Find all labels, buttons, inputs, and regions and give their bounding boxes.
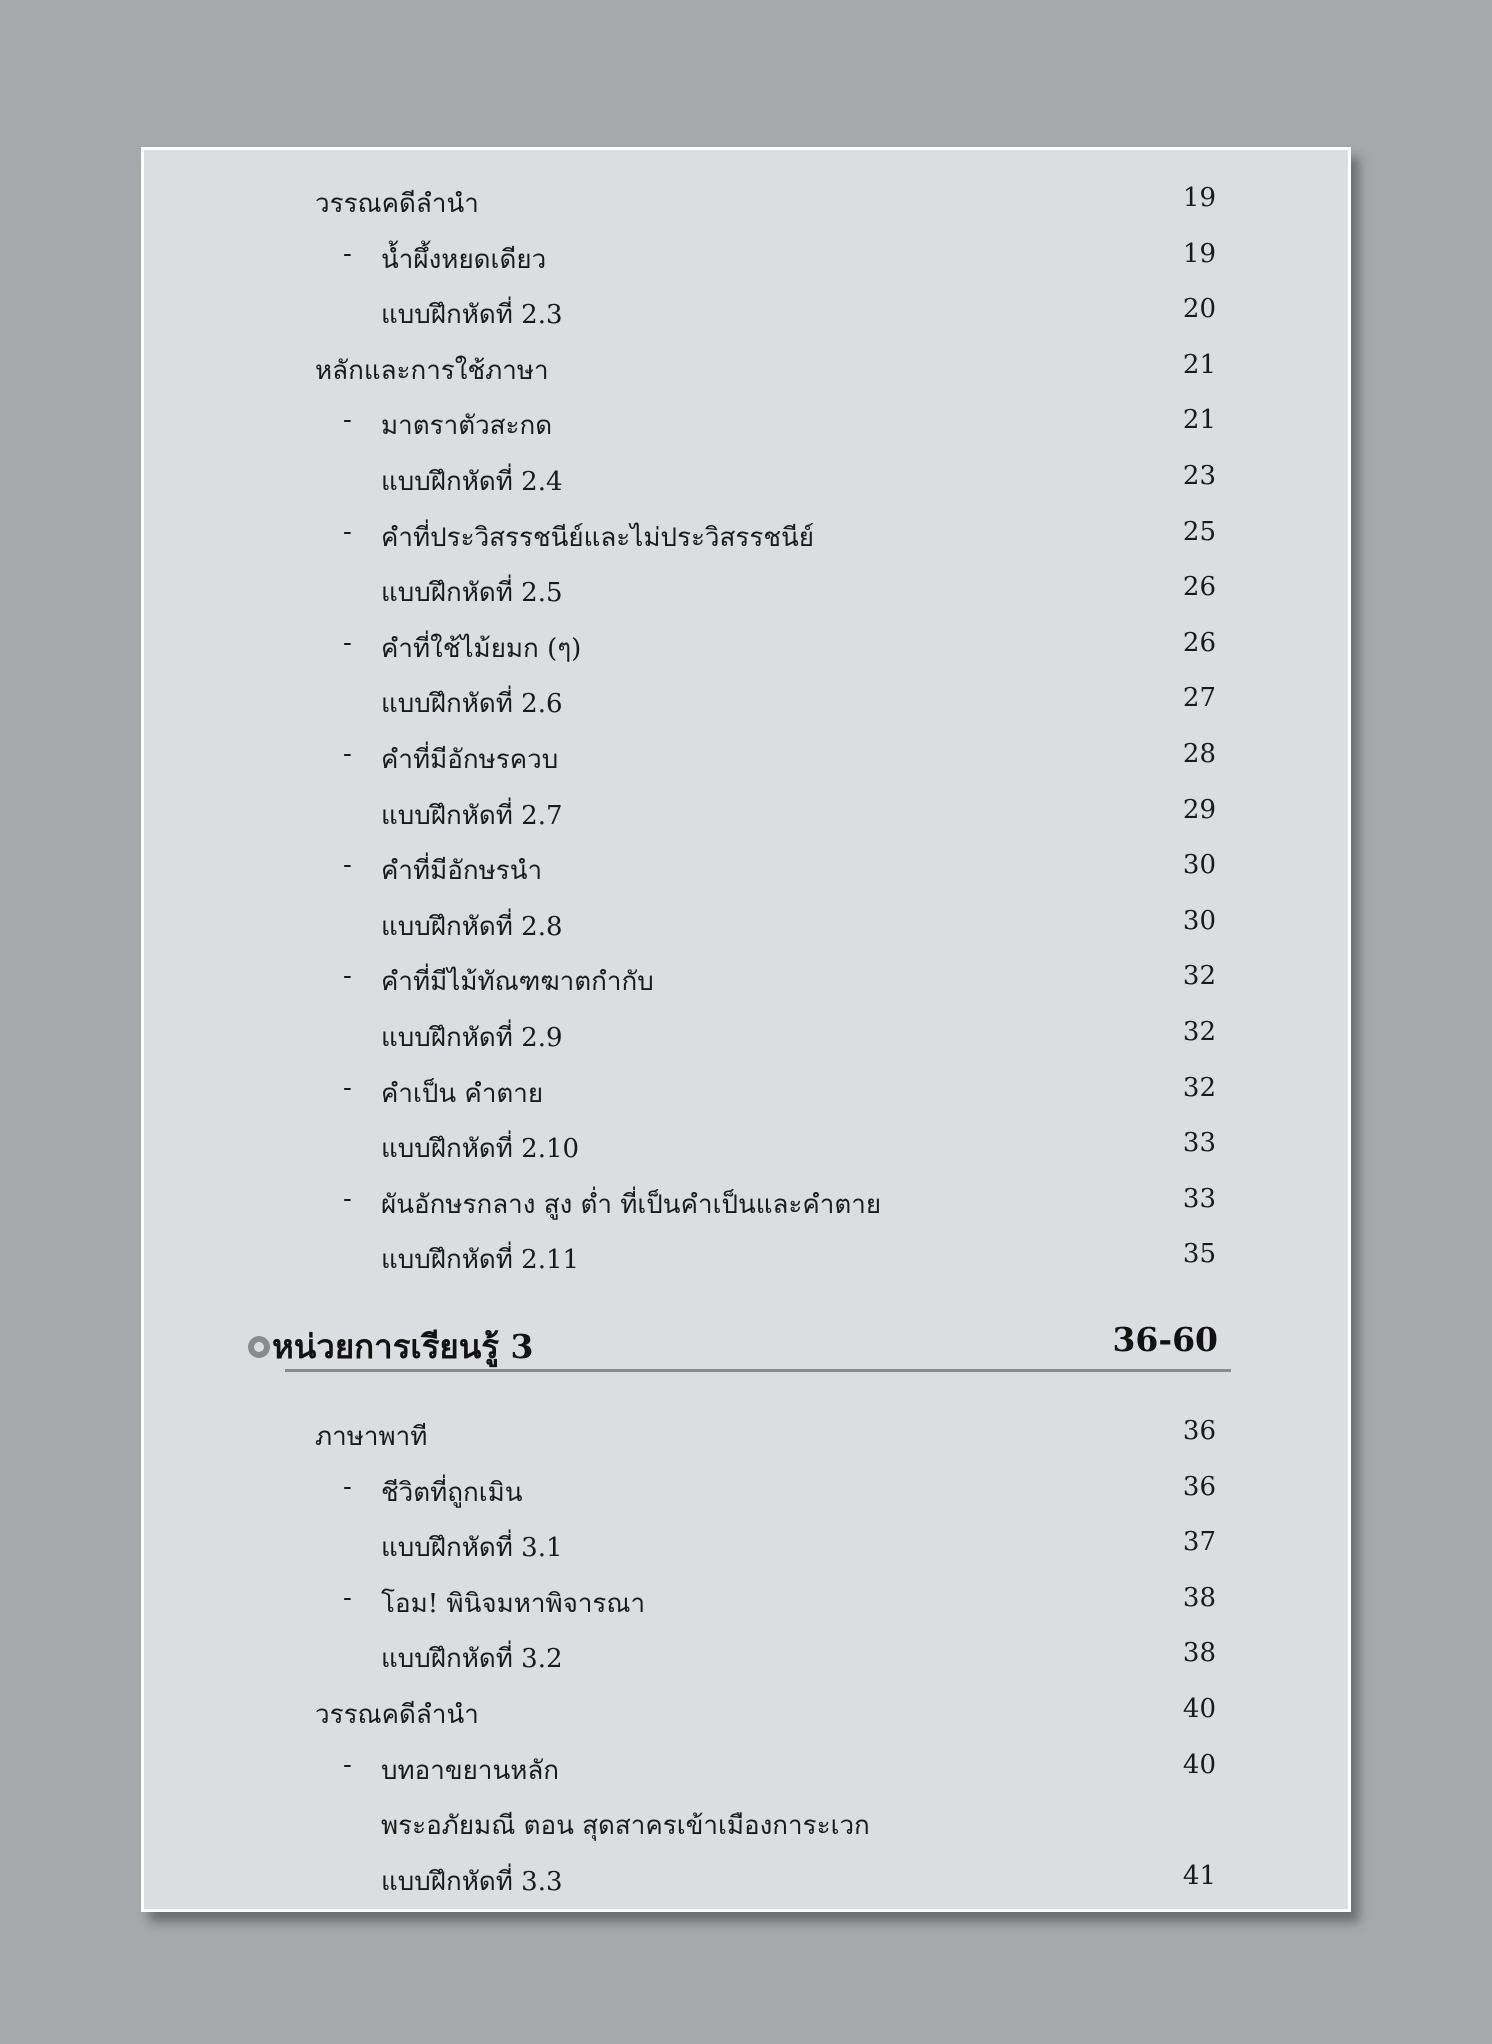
toc-dash: - bbox=[343, 850, 352, 881]
toc-page-number: 32 bbox=[1182, 961, 1216, 992]
toc-entry-title: แบบฝึกหัดที่ 2.9 bbox=[381, 1023, 563, 1053]
toc-entry bbox=[144, 342, 1348, 398]
toc-entry bbox=[144, 175, 1348, 231]
toc-entry bbox=[144, 1231, 1348, 1287]
toc-entry bbox=[144, 1742, 1348, 1798]
toc-page-number: 28 bbox=[1182, 739, 1216, 769]
toc-entry-title: ชีวิตที่ถูกเมิน bbox=[381, 1477, 523, 1508]
toc-entry-title: มาตราตัวสะกด bbox=[381, 411, 553, 442]
toc-entry bbox=[144, 1575, 1348, 1631]
toc-entry bbox=[144, 231, 1348, 287]
toc-entry-title: ภาษาพาที bbox=[315, 1422, 428, 1452]
toc-entry-title: บทอาขยานหลัก bbox=[381, 1755, 560, 1786]
toc-page-number: 30 bbox=[1182, 850, 1216, 881]
toc-dash: - bbox=[343, 1183, 352, 1214]
toc-entry-title: คำที่มีไม้ทัณฑฆาตกำกับ bbox=[381, 967, 654, 998]
toc-entry-title: คำที่มีอักษรควบ bbox=[381, 745, 559, 775]
toc-entry-title: วรรณคดีลำนำ bbox=[315, 189, 479, 219]
toc-page-number: 23 bbox=[1182, 461, 1216, 491]
toc-page-number: 38 bbox=[1182, 1582, 1216, 1613]
toc-page-number: 37 bbox=[1182, 1527, 1216, 1558]
toc-entry-title: พระอภัยมณี ตอน สุดสาครเข้าเมืองการะเวก bbox=[381, 1811, 870, 1842]
unit-divider bbox=[285, 1369, 1231, 1372]
toc-entry bbox=[144, 1519, 1348, 1575]
toc-entry bbox=[144, 1176, 1348, 1232]
toc-entry-title: น้ำผึ้งหยดเดียว bbox=[381, 244, 547, 275]
toc-page-number: 19 bbox=[1182, 238, 1216, 269]
toc-page-number: 36 bbox=[1182, 1471, 1216, 1502]
toc-entry-title: คำที่ใช้ไม้ยมก (ๆ) bbox=[381, 633, 582, 664]
unit-page-range: 36-60 bbox=[1112, 1320, 1218, 1359]
toc-entry-title: แบบฝึกหัดที่ 3.3 bbox=[381, 1866, 563, 1897]
toc-entry bbox=[144, 1120, 1348, 1176]
toc-page-number: 40 bbox=[1182, 1749, 1216, 1780]
toc-page-number: 20 bbox=[1182, 294, 1216, 325]
toc-page-number: 36 bbox=[1182, 1416, 1216, 1446]
toc-entry bbox=[144, 1065, 1348, 1121]
toc-entry bbox=[144, 1630, 1348, 1686]
toc-entry-title: วรรณคดีลำนำ bbox=[315, 1700, 479, 1730]
toc-page-number: 40 bbox=[1182, 1694, 1216, 1724]
toc-entry bbox=[144, 397, 1348, 453]
toc-entry bbox=[144, 1464, 1348, 1520]
toc-entry-title: แบบฝึกหัดที่ 2.8 bbox=[381, 911, 563, 942]
toc-page-number: 41 bbox=[1182, 1860, 1216, 1891]
toc-dash: - bbox=[343, 961, 352, 992]
toc-entry bbox=[144, 953, 1348, 1009]
toc-entry-title: ผันอักษรกลาง สูง ต่ำ ที่เป็นคำเป็นและคำตาย bbox=[381, 1189, 882, 1220]
toc-dash: - bbox=[343, 1749, 352, 1780]
toc-entry-title: โอม! พินิจมหาพิจารณา bbox=[381, 1588, 646, 1619]
toc-entry-title: แบบฝึกหัดที่ 3.2 bbox=[381, 1644, 563, 1675]
toc-entry-title: คำที่มีอักษรนำ bbox=[381, 856, 543, 887]
toc-page-number: 32 bbox=[1182, 1072, 1216, 1103]
toc-page-number: 21 bbox=[1182, 405, 1216, 436]
toc-page-number: 30 bbox=[1182, 905, 1216, 936]
toc-entry-title: แบบฝึกหัดที่ 2.7 bbox=[381, 800, 563, 831]
toc-page-number: 25 bbox=[1182, 516, 1216, 547]
toc-entry-title: คำที่ประวิสรรชนีย์และไม่ประวิสรรชนีย์ bbox=[381, 522, 814, 553]
toc-entry bbox=[144, 675, 1348, 731]
unit-header bbox=[248, 1310, 1218, 1370]
toc-entry bbox=[144, 286, 1348, 342]
toc-entry-title: แบบฝึกหัดที่ 2.3 bbox=[381, 300, 563, 331]
toc-dash: - bbox=[343, 238, 352, 269]
toc-entry bbox=[144, 1408, 1348, 1464]
toc-entry bbox=[144, 509, 1348, 565]
toc-entry-title: แบบฝึกหัดที่ 2.4 bbox=[381, 467, 563, 497]
toc-page-number: 38 bbox=[1182, 1638, 1216, 1669]
toc-entry bbox=[144, 564, 1348, 620]
toc-entry bbox=[144, 620, 1348, 676]
toc-page-number: 26 bbox=[1182, 572, 1216, 603]
toc-entry bbox=[144, 1853, 1348, 1909]
toc-page-number: 27 bbox=[1182, 683, 1216, 714]
toc-dash: - bbox=[343, 405, 352, 436]
toc-entry bbox=[144, 453, 1348, 509]
document-page bbox=[141, 147, 1351, 1912]
toc-dash: - bbox=[343, 627, 352, 658]
toc-dash: - bbox=[343, 739, 352, 769]
toc-dash: - bbox=[343, 1072, 352, 1103]
toc-entry bbox=[144, 898, 1348, 954]
toc-dash: - bbox=[343, 516, 352, 547]
toc-entry bbox=[144, 842, 1348, 898]
toc-page-number: 33 bbox=[1182, 1128, 1216, 1159]
toc-page-number: 32 bbox=[1182, 1017, 1216, 1047]
toc-entry-title: แบบฝึกหัดที่ 3.1 bbox=[381, 1533, 563, 1564]
toc-entry bbox=[144, 1797, 1348, 1853]
toc-entry-title: หลักและการใช้ภาษา bbox=[315, 355, 549, 386]
unit-title: หน่วยการเรียนรู้ 3 bbox=[272, 1327, 534, 1366]
toc-dash: - bbox=[343, 1582, 352, 1613]
toc-entry bbox=[144, 1686, 1348, 1742]
toc-entry-title: แบบฝึกหัดที่ 2.10 bbox=[381, 1134, 580, 1165]
toc-page-number: 21 bbox=[1182, 349, 1216, 380]
toc-entry-title: แบบฝึกหัดที่ 2.6 bbox=[381, 689, 563, 720]
toc-entry-title: แบบฝึกหัดที่ 2.11 bbox=[381, 1245, 580, 1276]
toc-page-number: 35 bbox=[1182, 1239, 1216, 1270]
toc-entry bbox=[144, 787, 1348, 843]
toc-entry-title: แบบฝึกหัดที่ 2.5 bbox=[381, 578, 563, 609]
toc-page-number: 19 bbox=[1182, 183, 1216, 213]
toc-page-number: 26 bbox=[1182, 627, 1216, 658]
toc-page-number: 29 bbox=[1182, 794, 1216, 825]
toc-entry bbox=[144, 1009, 1348, 1065]
toc-dash: - bbox=[343, 1471, 352, 1502]
toc-page-number: 33 bbox=[1182, 1183, 1216, 1214]
unit-bullet-icon bbox=[248, 1336, 270, 1358]
toc-entry-title: คำเป็น คำตาย bbox=[381, 1078, 544, 1109]
toc-entry bbox=[144, 731, 1348, 787]
